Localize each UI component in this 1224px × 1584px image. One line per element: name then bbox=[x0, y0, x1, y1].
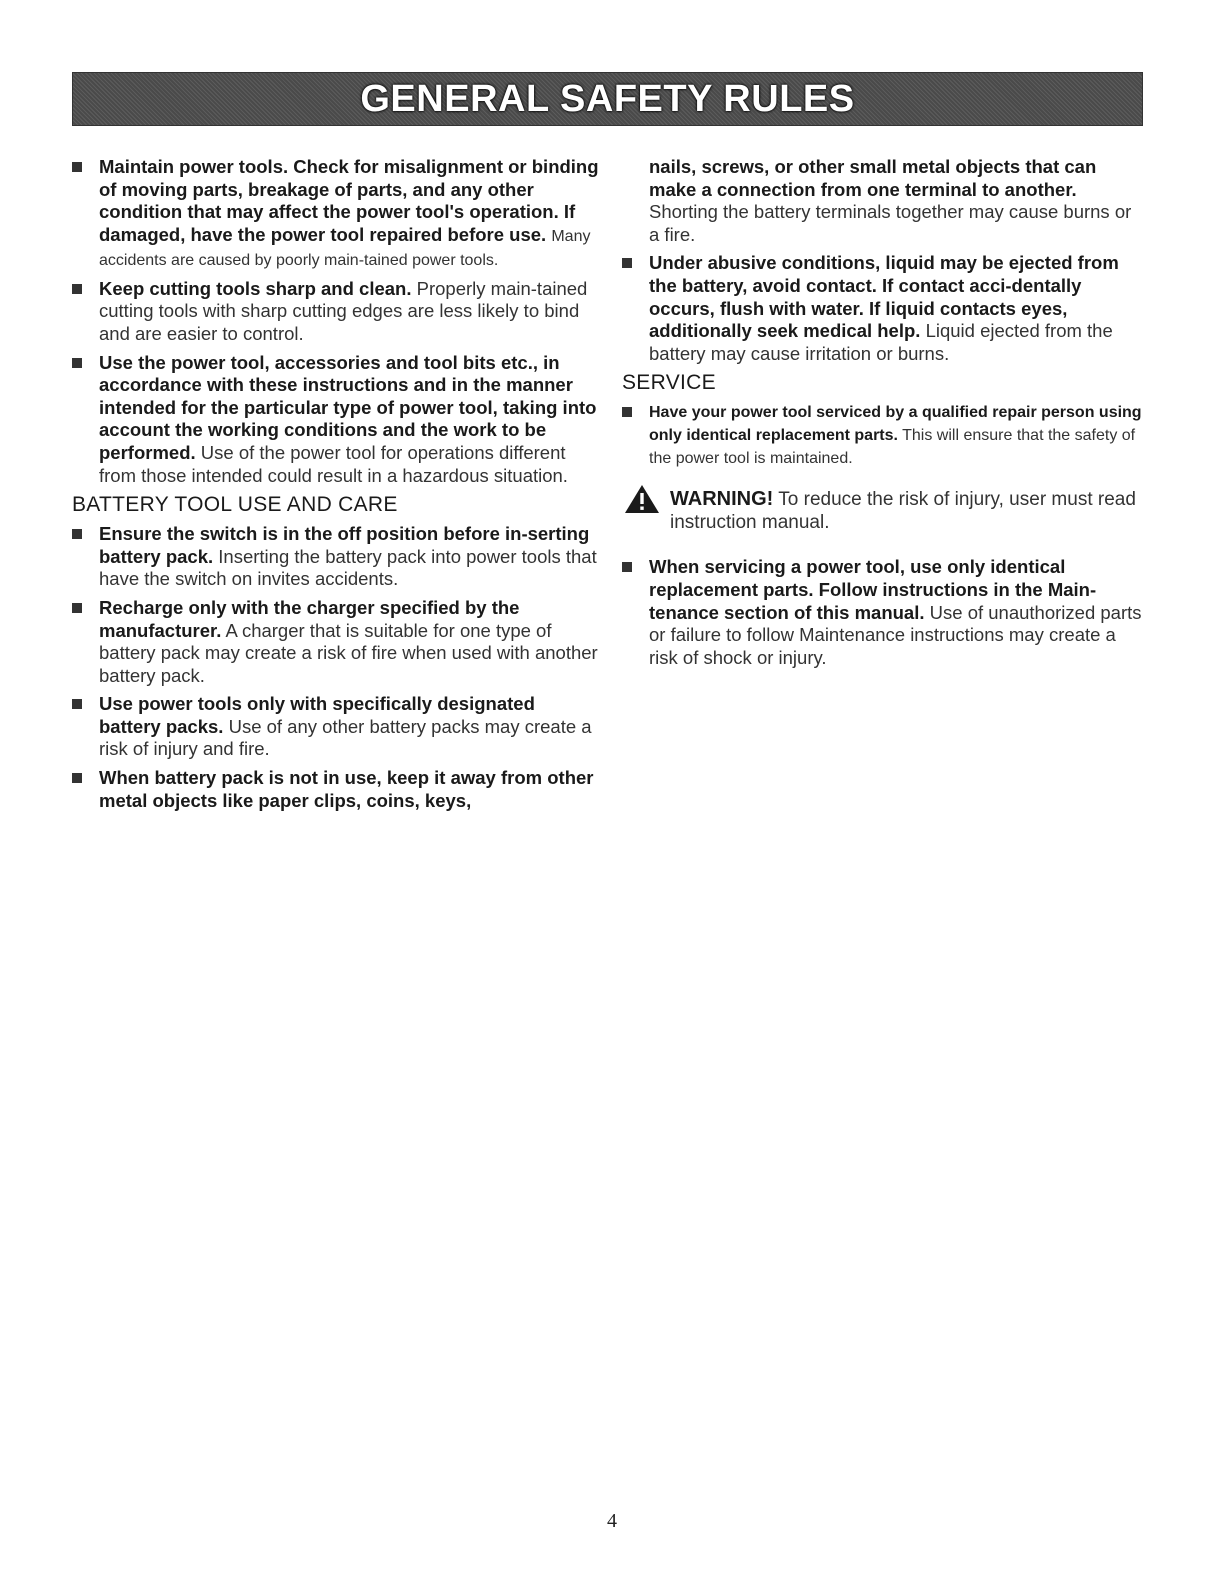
item-text: This will ensure that the safety of the power tool is maintained. bbox=[649, 427, 1136, 468]
item-lead: nails, screws, or other small metal objects that can make a connection from one terminal to another. bbox=[649, 156, 1097, 200]
list-item bbox=[622, 401, 1144, 470]
service-section-heading: SERVICE bbox=[622, 371, 716, 395]
square-bullet-icon bbox=[72, 773, 82, 783]
item-text: Shorting the battery terminals together may cause burns or a fire. bbox=[649, 201, 1132, 245]
list-item bbox=[72, 278, 600, 346]
list-item bbox=[72, 767, 600, 812]
item-text: Use of any other battery packs may create a risk of injury and fire. bbox=[99, 715, 592, 760]
square-bullet-icon bbox=[72, 603, 82, 613]
list-item bbox=[72, 597, 600, 687]
list-item bbox=[72, 693, 600, 761]
list-item bbox=[622, 556, 1144, 669]
item-lead: Use the power tool, accessories and tool bits etc., in accordance with these instructions and in the manner intended for the particular type of power tool, taking into account the working conditions and the work to be performed. bbox=[99, 351, 597, 463]
item-lead: Recharge only with the charger specified by the manufacturer. bbox=[99, 596, 520, 641]
item-lead: Maintain power tools. Check for misalignment or binding of moving parts, breakage of parts, and any other condition that may affect the power tool's operation. If damaged, have the power tool repaired before use. bbox=[99, 156, 599, 245]
list-item bbox=[72, 156, 600, 272]
list-item bbox=[72, 523, 600, 591]
item-lead: Use power tools only with specifically designated battery packs. bbox=[99, 693, 535, 737]
page-title: GENERAL SAFETY RULES bbox=[360, 77, 855, 120]
warning-triangle-icon bbox=[624, 484, 660, 514]
list-item bbox=[622, 252, 1144, 365]
item-lead: Ensure the switch is in the off position before in-serting battery pack. bbox=[99, 523, 590, 567]
square-bullet-icon bbox=[72, 162, 82, 172]
right-column bbox=[622, 156, 1144, 675]
item-text: A charger that is suitable for one type of battery pack may create a risk of fire when used with another battery pack. bbox=[99, 619, 598, 686]
square-bullet-icon bbox=[622, 407, 632, 417]
square-bullet-icon bbox=[72, 699, 82, 709]
item-text: Use of the power tool for operations different from those intended could result in a hazardous situation. bbox=[99, 441, 568, 486]
page-title-banner bbox=[72, 72, 1143, 126]
page-number: 4 bbox=[607, 1510, 617, 1532]
item-text: Many accidents are caused by poorly main-tained power tools. bbox=[99, 227, 591, 269]
square-bullet-icon bbox=[72, 529, 82, 539]
list-item bbox=[72, 352, 600, 488]
item-text: Properly main-tained cutting tools with sharp cutting edges are less likely to bind and are easier to control. bbox=[99, 277, 588, 344]
item-lead: Under abusive conditions, liquid may be ejected from the battery, avoid contact. If contact acci-dentally occurs, flush with water. If liquid contacts eyes, additionally seek medical help. bbox=[649, 252, 1119, 342]
warning-text: To reduce the risk of injury, user must read instruction manual. bbox=[670, 489, 1136, 534]
square-bullet-icon bbox=[72, 284, 82, 294]
item-lead: Have your power tool serviced by a qualified repair person using only identical replacement parts. bbox=[649, 404, 1142, 445]
item-text: Inserting the battery pack into power tools that have the switch on invites accidents. bbox=[99, 545, 597, 590]
item-text: Liquid ejected from the battery may cause irritation or burns. bbox=[649, 320, 1113, 364]
item-lead: When battery pack is not in use, keep it away from other metal objects like paper clips, coins, keys, bbox=[99, 767, 594, 811]
item-lead: When servicing a power tool, use only identical replacement parts. Follow instructions in the Main-tenance section of this manual. bbox=[649, 556, 1097, 623]
square-bullet-icon bbox=[72, 358, 82, 368]
square-bullet-icon bbox=[622, 258, 632, 268]
item-lead: Keep cutting tools sharp and clean. bbox=[99, 277, 412, 299]
item-text: Use of unauthorized parts or failure to follow Maintenance instructions may create a risk of shock or injury. bbox=[649, 601, 1142, 668]
battery-section-heading: BATTERY TOOL USE AND CARE bbox=[72, 493, 398, 517]
warning-label: WARNING! bbox=[670, 488, 774, 511]
square-bullet-icon bbox=[622, 562, 632, 572]
warning-notice bbox=[622, 488, 1144, 534]
left-column bbox=[72, 156, 600, 818]
continued-item bbox=[622, 156, 1144, 246]
